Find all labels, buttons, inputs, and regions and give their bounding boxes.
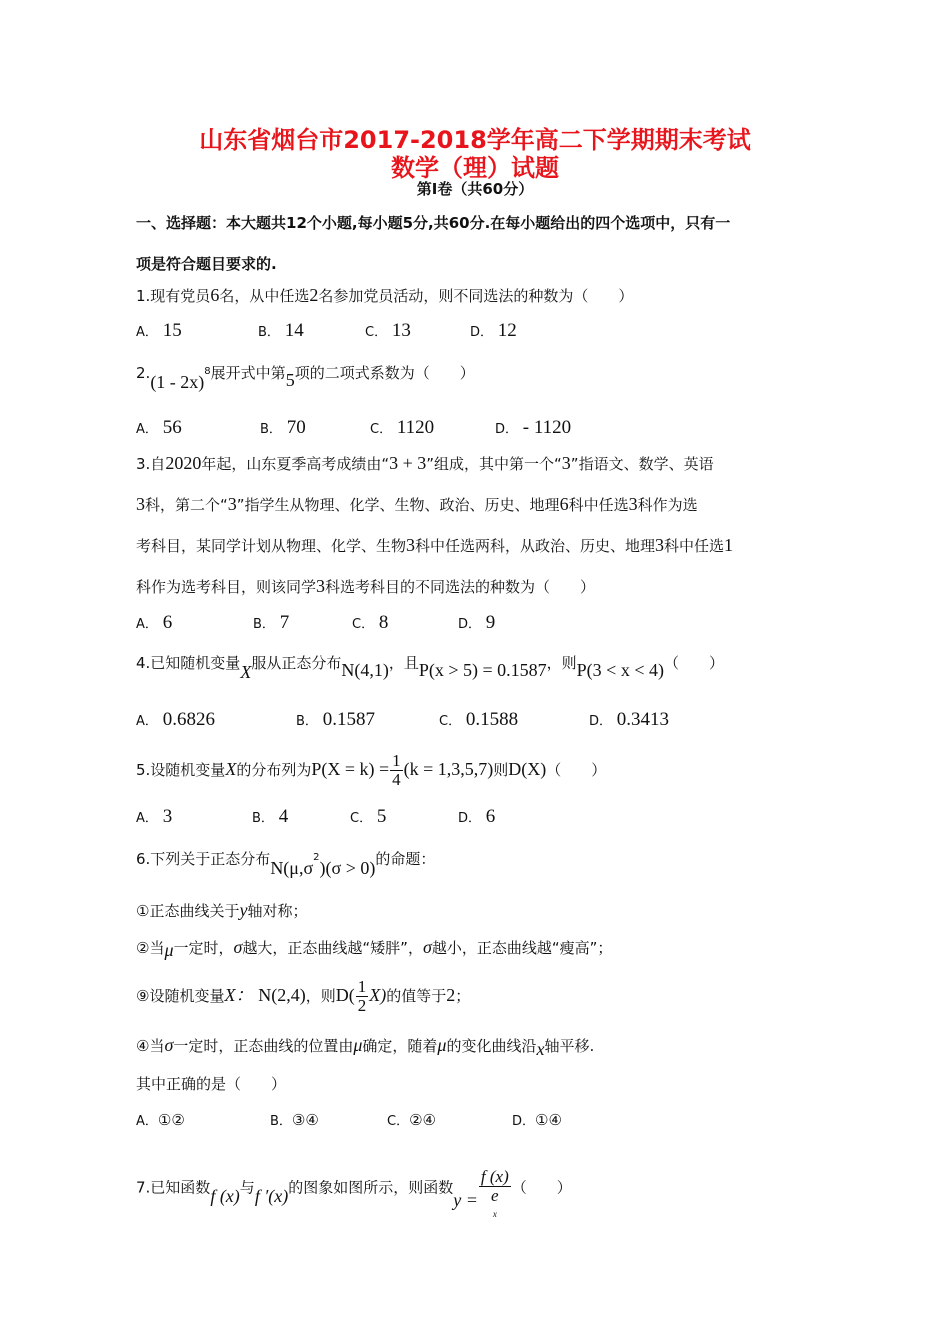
option-label: B． <box>260 422 282 437</box>
q3-text: ”指学生从物理、化学、生物、政治、历史、地理 <box>236 496 560 514</box>
option-label: A． <box>136 714 158 729</box>
q4-text: 服从正态分布 <box>251 654 342 672</box>
q6-text: 越大，正态曲线越“矮胖”， <box>242 939 423 957</box>
option-value: ③④ <box>291 1111 319 1129</box>
q6-symbol: σ <box>422 937 432 957</box>
q5-option-c[interactable] <box>350 806 386 828</box>
q2-text: 展开式中第 <box>210 364 286 382</box>
option-label: A． <box>136 617 158 632</box>
question-3-line3 <box>136 535 733 556</box>
section-instructions-line2: 项是符合题目要求的. <box>136 255 277 273</box>
q6-text: 越小，正态曲线越“瘦高”； <box>431 939 613 957</box>
q6-text: ④当 <box>136 1037 165 1055</box>
q7-derivative: f ′(x) <box>254 1186 289 1207</box>
option-value: 3 <box>162 806 173 827</box>
title-line-1: 山东省烟台市2017-2018学年高二下学期期末考试 <box>199 126 751 154</box>
q3-text: 科选考科目的不同选法的种数为（ ） <box>325 578 596 596</box>
q6-symbol: σ <box>233 937 243 957</box>
q7-text: （ ） <box>511 1178 572 1197</box>
option-value: ①② <box>157 1111 185 1129</box>
q6-option-c[interactable] <box>387 1110 436 1129</box>
q3-text: 科作为选 <box>637 496 698 514</box>
q6-text: 轴对称； <box>247 902 308 920</box>
option-label: C． <box>352 617 375 632</box>
q6-option-a[interactable] <box>136 1110 185 1129</box>
question-4 <box>136 652 724 682</box>
q3-num: 2020 <box>165 453 202 473</box>
q5-variable: X <box>225 759 237 779</box>
q4-target-probability: P(3 < x < 4) <box>576 660 664 680</box>
q3-text: 科中任选两科，从政治、历史、地理 <box>415 537 656 555</box>
q5-option-a[interactable] <box>136 806 172 828</box>
q6-variable: X： <box>224 985 254 1005</box>
q1-option-a[interactable] <box>136 320 182 342</box>
option-label: D． <box>470 325 494 340</box>
q1-text: 名，从中任选 <box>219 287 310 305</box>
question-6 <box>136 848 436 878</box>
q3-expression: 3 + 3 <box>389 453 427 473</box>
question-3-line2 <box>136 494 698 515</box>
q3-num: 3 <box>227 494 237 514</box>
option-value: 14 <box>284 320 304 341</box>
q6-variable: x <box>536 1039 545 1059</box>
fraction-numerator: f (x) <box>480 1167 509 1186</box>
fraction-denominator: 4 <box>392 770 401 789</box>
fraction-denominator: 2 <box>357 996 367 1015</box>
section-instructions-line1: 一、选择题：本大题共12个小题,每小题5分,共60分.在每小题给出的四个选项中，只有一 <box>136 214 731 232</box>
q3-num: 3 <box>561 453 571 473</box>
q6-text: ，则 <box>305 987 336 1005</box>
q7-function: f (x) <box>210 1186 240 1207</box>
q2-exponent: 8 <box>204 366 211 377</box>
q7-fraction <box>479 1168 511 1228</box>
q6-text: 确定，随着 <box>362 1037 438 1055</box>
q6-text: 的命题： <box>375 850 436 868</box>
q4-text: ，且 <box>388 654 419 672</box>
q3-text: ”组成，其中第一个“ <box>426 455 562 473</box>
q6-symbol: σ <box>164 1035 174 1055</box>
option-value: 70 <box>286 417 306 438</box>
q5-text: （ ） <box>546 761 607 779</box>
q6-text: ①正态曲线关于 <box>136 902 240 920</box>
option-value: 4 <box>278 806 289 827</box>
q6-statement-1 <box>136 900 307 921</box>
q5-rhs: (k = 1,3,5,7) <box>403 759 494 779</box>
q4-variable: X <box>240 662 252 682</box>
option-label: D． <box>458 811 482 826</box>
q6-value: 2 <box>446 985 456 1005</box>
option-label: A． <box>136 811 158 826</box>
option-value: 15 <box>162 320 182 341</box>
q6-symbol: μ <box>437 1035 447 1055</box>
q6-text: 的值等于 <box>386 987 447 1005</box>
option-value: 13 <box>391 320 411 341</box>
option-label: C． <box>350 811 373 826</box>
option-value: - 1120 <box>522 417 572 438</box>
q6-symbol: μ <box>164 940 174 960</box>
q1-num: 2 <box>309 285 319 305</box>
q6-fraction <box>356 978 369 1015</box>
q3-text: 科作为选考科目，则该同学 <box>136 578 317 596</box>
q5-target: D(X) <box>508 759 547 779</box>
q3-num: 3 <box>406 535 416 555</box>
fraction-numerator: 1 <box>357 977 367 996</box>
option-value: 1120 <box>396 417 435 438</box>
option-value: 9 <box>485 612 496 633</box>
q3-option-c[interactable] <box>352 612 388 634</box>
q6-text: ； <box>455 987 471 1005</box>
option-value: 0.6826 <box>162 709 215 730</box>
option-label: B． <box>296 714 318 729</box>
q2-text: 2. <box>136 364 151 382</box>
question-2 <box>136 362 475 392</box>
option-label: C． <box>387 1114 410 1129</box>
option-label: B． <box>252 811 274 826</box>
q5-fraction <box>390 752 403 789</box>
q5-text: 5.设随机变量 <box>136 761 226 779</box>
q6-exponent: 2 <box>313 852 320 863</box>
option-value: 5 <box>376 806 387 827</box>
q6-distribution: N(2,4) <box>258 985 306 1005</box>
q1-option-c[interactable] <box>365 320 411 342</box>
q2-option-c[interactable] <box>370 417 434 439</box>
q3-option-d[interactable] <box>458 612 495 634</box>
q6-text: 一定时， <box>173 939 234 957</box>
q1-text: 1.现有党员 <box>136 287 211 305</box>
volume-heading: 第Ⅰ卷（共60分） <box>416 180 534 198</box>
q6-text: 6.下列关于正态分布 <box>136 850 271 868</box>
q2-text: 项的二项式系数为（ ） <box>294 364 475 382</box>
question-3-line1 <box>136 453 714 474</box>
q1-option-d[interactable] <box>470 320 517 342</box>
option-value: 7 <box>279 612 290 633</box>
q4-text: 4.已知随机变量 <box>136 654 241 672</box>
q3-text: 科中任选 <box>664 537 725 555</box>
option-label: B． <box>270 1114 292 1129</box>
q2-option-a[interactable] <box>136 417 182 439</box>
q5-option-b[interactable] <box>252 806 288 828</box>
q3-text: 年起，山东夏季高考成绩由“ <box>201 455 390 473</box>
q7-text: 与 <box>239 1178 255 1197</box>
option-value: 6 <box>485 806 496 827</box>
q3-option-a[interactable] <box>136 612 172 634</box>
q3-text: 3.自 <box>136 455 166 473</box>
option-label: D． <box>589 714 613 729</box>
q6-option-b[interactable] <box>270 1110 319 1129</box>
fraction-denominator: e <box>491 1186 499 1205</box>
q4-option-d[interactable] <box>589 709 669 731</box>
q4-option-a[interactable] <box>136 709 215 731</box>
q6-text: 的变化曲线沿 <box>446 1037 537 1055</box>
option-label: A． <box>136 1114 158 1129</box>
option-value: 6 <box>162 612 173 633</box>
q6-question: 其中正确的是（ ） <box>136 1075 287 1093</box>
q6-statement-3 <box>136 978 470 1015</box>
q5-text: 的分布列为 <box>236 761 312 779</box>
q3-num: 3 <box>136 494 145 514</box>
q1-text: 名参加党员活动，则不同选法的种数为（ ） <box>318 287 634 305</box>
q4-text: （ ） <box>663 654 724 672</box>
q6-statement-2 <box>136 937 612 958</box>
q1-option-b[interactable] <box>258 320 304 342</box>
q7-text: 7.已知函数 <box>136 1178 211 1197</box>
option-value: ②④ <box>409 1111 436 1129</box>
q2-option-b[interactable] <box>260 417 306 439</box>
option-label: B． <box>253 617 275 632</box>
question-3-line4 <box>136 576 595 597</box>
q3-num: 6 <box>559 494 569 514</box>
q6-option-d[interactable] <box>512 1110 562 1129</box>
option-value: ①④ <box>535 1111 562 1129</box>
fraction-numerator: 1 <box>392 751 401 770</box>
q6-text: 一定时，正态曲线的位置由 <box>173 1037 354 1055</box>
q6-variance: D( <box>335 985 355 1005</box>
q6-condition: )(σ > 0) <box>319 858 376 878</box>
option-label: D． <box>512 1114 536 1129</box>
q2-option-d[interactable] <box>495 417 571 439</box>
q7-text: 的图象如图所示，则函数 <box>288 1178 454 1197</box>
option-label: C． <box>365 325 388 340</box>
option-label: B． <box>258 325 280 340</box>
option-label: A． <box>136 422 158 437</box>
q5-text: 则 <box>493 761 509 779</box>
q2-expression: (1 - 2x) <box>150 372 205 392</box>
q3-text: 考科目，某同学计划从物理、化学、生物 <box>136 537 407 555</box>
option-value: 12 <box>497 320 517 341</box>
q3-text: ”指语文、数学、英语 <box>570 455 714 473</box>
q3-num: 3 <box>655 535 665 555</box>
question-5 <box>136 752 606 789</box>
q3-text: 科中任选 <box>568 496 629 514</box>
fraction-exponent: x <box>492 1209 497 1219</box>
q4-option-b[interactable] <box>296 709 375 731</box>
option-value: 0.3413 <box>616 709 670 730</box>
option-label: D． <box>495 422 519 437</box>
q6-distribution: N(μ,σ <box>270 858 314 878</box>
q5-lhs: P(X = k) = <box>311 759 390 779</box>
q5-option-d[interactable] <box>458 806 495 828</box>
q1-num: 6 <box>210 285 220 305</box>
q4-given-probability: P(x > 5) = 0.1587 <box>418 660 547 680</box>
option-value: 8 <box>378 612 389 633</box>
q6-symbol: μ <box>353 1035 363 1055</box>
q6-statement-4 <box>136 1035 595 1059</box>
option-label: A． <box>136 325 158 340</box>
q4-distribution: N(4,1) <box>341 660 389 680</box>
q3-num: 3 <box>628 494 638 514</box>
q3-text: 科，第二个“ <box>145 496 228 514</box>
option-label: D． <box>458 617 482 632</box>
q3-option-b[interactable] <box>253 612 289 634</box>
q3-num: 3 <box>316 576 326 596</box>
option-value: 0.1588 <box>465 709 519 730</box>
q4-option-c[interactable] <box>439 709 518 731</box>
q6-variable: y <box>239 900 248 920</box>
option-value: 0.1587 <box>322 709 375 730</box>
title-line-2: 数学（理）试题 <box>391 154 559 182</box>
q4-text: ，则 <box>546 654 577 672</box>
q7-y: y = <box>453 1190 478 1211</box>
option-label: C． <box>439 714 462 729</box>
q6-text: 轴平移. <box>544 1037 595 1055</box>
question-1 <box>136 285 633 306</box>
q6-text: ⑨设随机变量 <box>136 987 225 1005</box>
question-7 <box>136 1158 572 1218</box>
option-value: 56 <box>162 417 182 438</box>
option-label: C． <box>370 422 393 437</box>
q2-num: 5 <box>285 370 295 390</box>
q6-variable: X) <box>369 985 387 1005</box>
q6-text: ②当 <box>136 939 165 957</box>
q3-num: 1 <box>724 535 734 555</box>
